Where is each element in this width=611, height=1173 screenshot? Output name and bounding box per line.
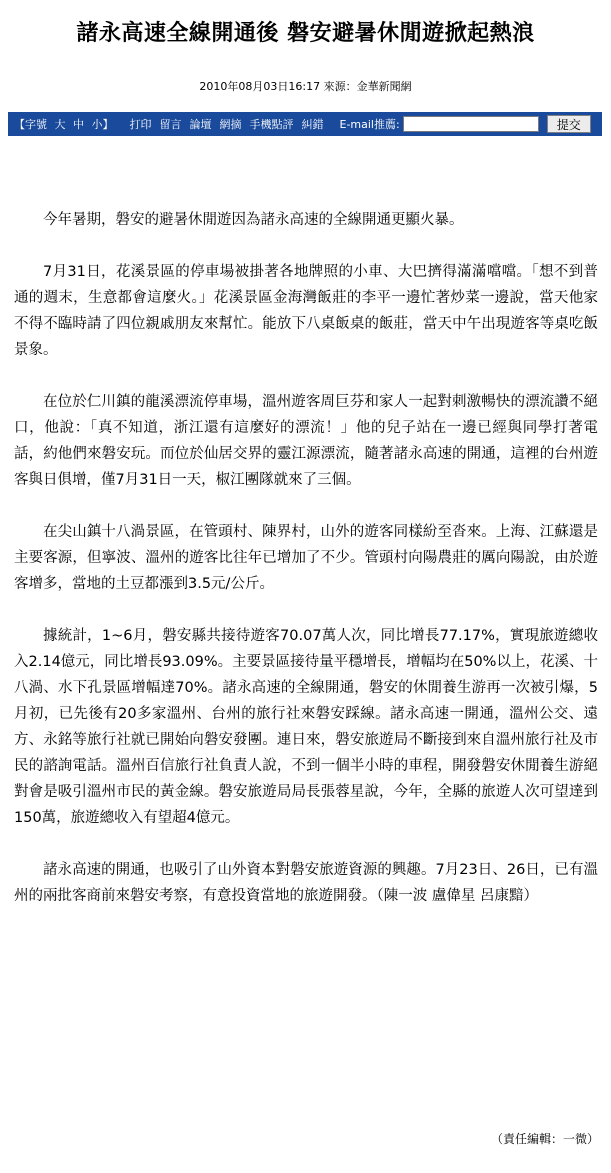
font-size-control [12, 116, 116, 132]
error-report-link[interactable]: 糾錯 [301, 118, 324, 131]
source-label: 來源： [323, 80, 357, 93]
article-toolbar [8, 112, 602, 136]
article-paragraph: 據統計，1~6月，磐安縣共接待遊客70.07萬人次，同比增長77.17%，實現旅遊總收入2.14億元，同比增長93.09%。主要景區接待量平穩增長，增幅均在50%以上，花溪、十八渦、水下孔景區增幅達70%。諸永高速的全線開通，磐安的休閒養生游再一次被引爆，5月初，已先後有20多家溫州、台州的旅行社來磐安踩線。諸永高速一開通，溫州公交、遠方、永銘等旅行社就已開始向磐安發團。連日來，磐安旅遊局不斷接到來自溫州旅行社及市民的諮詢電話。溫州百信旅行社負責人說，不到一個半小時的車程，開發磐安休閒養生游絕對會是吸引溫州市民的黃金線。磐安旅遊局局長張蓉星說，今年，全縣的旅遊人次可望達到150萬，旅遊總收入有望超4億元。 [14, 628, 598, 826]
forum-link[interactable]: 論壇 [189, 118, 212, 131]
article-paragraph: 諸永高速的開通，也吸引了山外資本對磐安旅遊資源的興趣。7月23日、26日，已有溫州的兩批客商前來磐安考察，有意投資當地的旅遊開發。（陳一波 盧偉星 呂康黯） [14, 862, 598, 904]
mobile-comment-link[interactable]: 手機點評 [249, 118, 294, 131]
article-paragraph: 在尖山鎮十八渦景區，在管頭村、陳界村，山外的遊客同樣紛至沓來。上海、江蘇還是主要客源，但寧波、溫州的遊客比往年已增加了不少。管頭村向陽農莊的厲向陽說，由於遊客增多，當地的土豆都漲到3.5元/公斤。 [14, 524, 598, 592]
article-body [14, 207, 598, 935]
article-paragraph: 今年暑期，磐安的避暑休閒遊因為諸永高速的全線開通更顯火暴。 [43, 212, 464, 228]
email-input[interactable] [403, 116, 539, 132]
article-paragraph: 在位於仁川鎮的龍溪漂流停車場，溫州遊客周巨芬和家人一起對刺激暢快的漂流讚不絕口，他說：「真不知道，浙江還有這麼好的漂流！」他的兒子站在一邊已經與同學打著電話，約他們來磐安玩。而位於仙居交界的靈江源漂流，隨著諸永高速的開通，這裡的台州遊客與日俱增，僅7月31日一天，椒江團隊就來了三個。 [14, 394, 598, 488]
article-meta [0, 80, 611, 94]
excerpt-link[interactable]: 網摘 [219, 118, 242, 131]
article-headline: 諸永高速全線開通後 磐安避暑休閒遊掀起熱浪 [76, 21, 535, 46]
article-paragraph: 7月31日，花溪景區的停車場被掛著各地牌照的小車、大巴擠得滿滿噹噹。「想不到普通的週末，生意都會這麼火。」花溪景區金海灣飯莊的李平一邊忙著炒菜一邊說，當天他家不得不臨時請了四位親戚朋友來幫忙。能放下八桌飯桌的飯莊，當天中午出現遊客等桌吃飯景象。 [14, 264, 598, 358]
print-link[interactable]: 打印 [129, 118, 152, 131]
email-recommend-label: E-mail推薦: [339, 118, 400, 131]
responsible-editor: （責任編輯：一微） [490, 1132, 599, 1146]
font-size-medium[interactable]: 中 [73, 118, 84, 131]
font-size-small[interactable]: 小】 [91, 118, 114, 131]
font-size-label: 【字號 [14, 118, 47, 131]
comment-link[interactable]: 留言 [159, 118, 182, 131]
submit-button[interactable]: 提交 [547, 115, 591, 133]
publish-date: 2010年08月03日16:17 [199, 80, 321, 93]
font-size-large[interactable]: 大 [54, 118, 66, 131]
source-link[interactable]: 金華新聞網 [356, 80, 412, 93]
